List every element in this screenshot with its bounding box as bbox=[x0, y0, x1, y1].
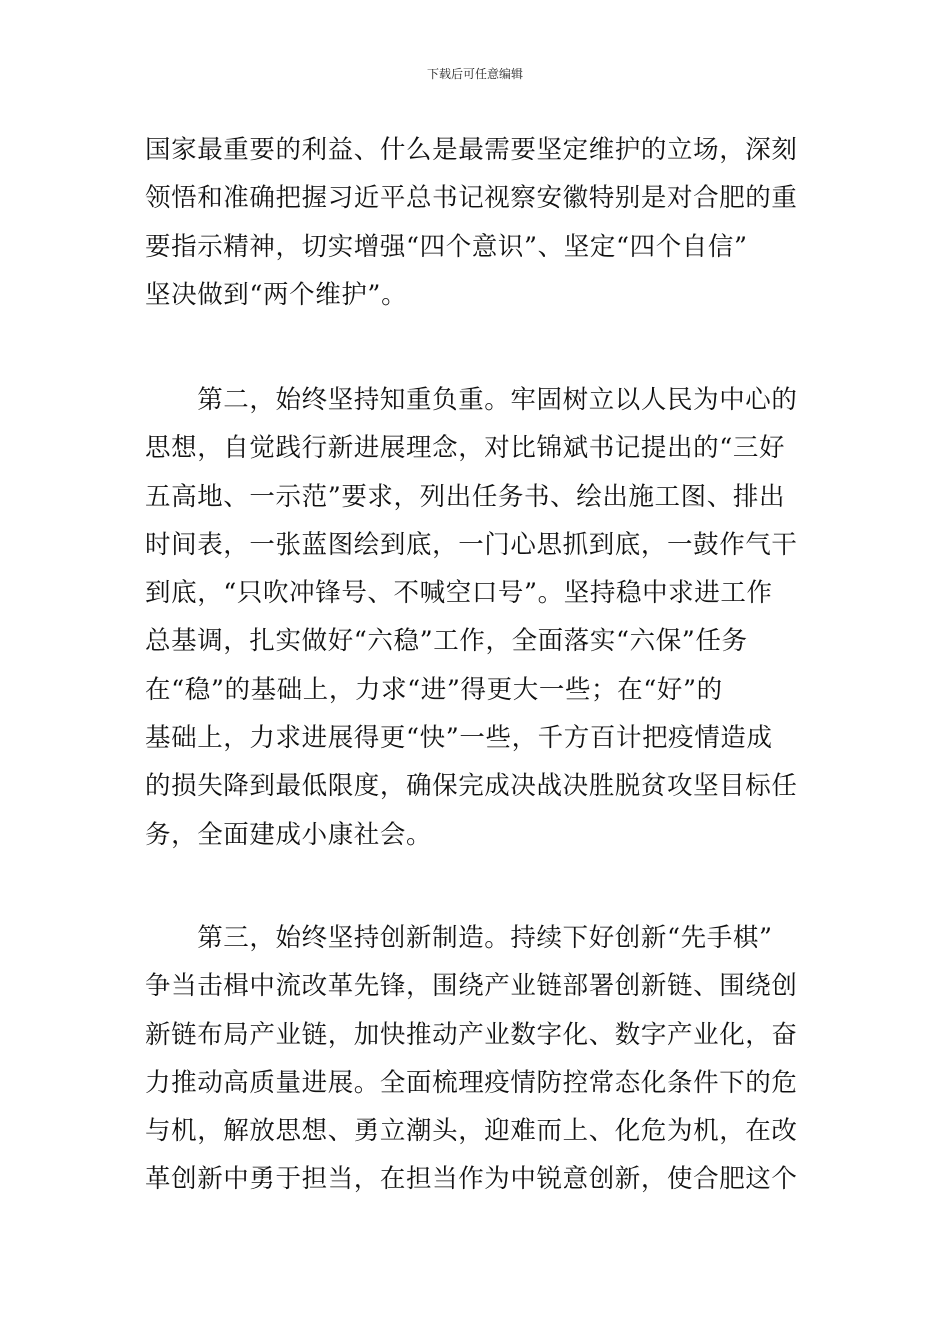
text-line: 的损失降到最低限度，确保完成决战决胜脱贫攻坚目标任 bbox=[145, 771, 798, 802]
text-line: 五高地、一示范”要求，列出任务书、绘出施工图、排出 bbox=[145, 481, 786, 512]
text-line: 国家最重要的利益、什么是最需要坚定维护的立场，深刻 bbox=[145, 135, 798, 165]
text-line: 思想，自觉践行新进展理念，对比锦斌书记提出的“三好 bbox=[145, 433, 786, 464]
text-line: 基础上，力求进展得更“快”一些，千方百计把疫情造成 bbox=[145, 723, 773, 754]
paragraph-1 bbox=[145, 126, 807, 319]
text-line: 革创新中勇于担当，在担当作为中锐意创新，使合肥这个 bbox=[145, 1164, 798, 1195]
text-line: 时间表，一张蓝图绘到底，一门心思抓到底，一鼓作气干 bbox=[145, 529, 798, 560]
text-line: 力推动高质量进展。全面梳理疫情防控常态化条件下的危 bbox=[145, 1067, 798, 1098]
text-line: 争当击楫中流改革先锋，围绕产业链部署创新链、围绕创 bbox=[145, 971, 798, 1002]
text-line: 领悟和准确把握习近平总书记视察安徽特别是对合肥的重 bbox=[145, 183, 798, 214]
text-line: 新链布局产业链，加快推动产业数字化、数字产业化，奋 bbox=[145, 1019, 798, 1050]
text-line: 坚决做到“两个维护”。 bbox=[145, 279, 408, 310]
text-line: 务，全面建成小康社会。 bbox=[145, 819, 433, 850]
text-line: 在“稳”的基础上，力求“进”得更大一些；在“好”的 bbox=[145, 674, 723, 705]
text-line: 到底，“只吹冲锋号、不喊空口号”。坚持稳中求进工作 bbox=[145, 578, 773, 609]
page-header: 下载后可任意编辑 bbox=[426, 67, 523, 81]
text-line: 第三，始终坚持创新制造。持续下好创新“先手棋” bbox=[145, 923, 773, 953]
paragraph-3 bbox=[145, 914, 807, 1204]
text-line: 总基调，扎实做好“六稳”工作，全面落实“六保”任务 bbox=[145, 626, 748, 657]
text-line: 与机，解放思想、勇立潮头，迎难而上、化危为机，在改 bbox=[145, 1116, 798, 1147]
paragraph-2 bbox=[145, 376, 807, 859]
text-line: 第二，始终坚持知重负重。牢固树立以人民为中心的 bbox=[145, 385, 798, 415]
text-line: 要指示精神，切实增强“四个意识”、坚定“四个自信” bbox=[145, 231, 748, 262]
